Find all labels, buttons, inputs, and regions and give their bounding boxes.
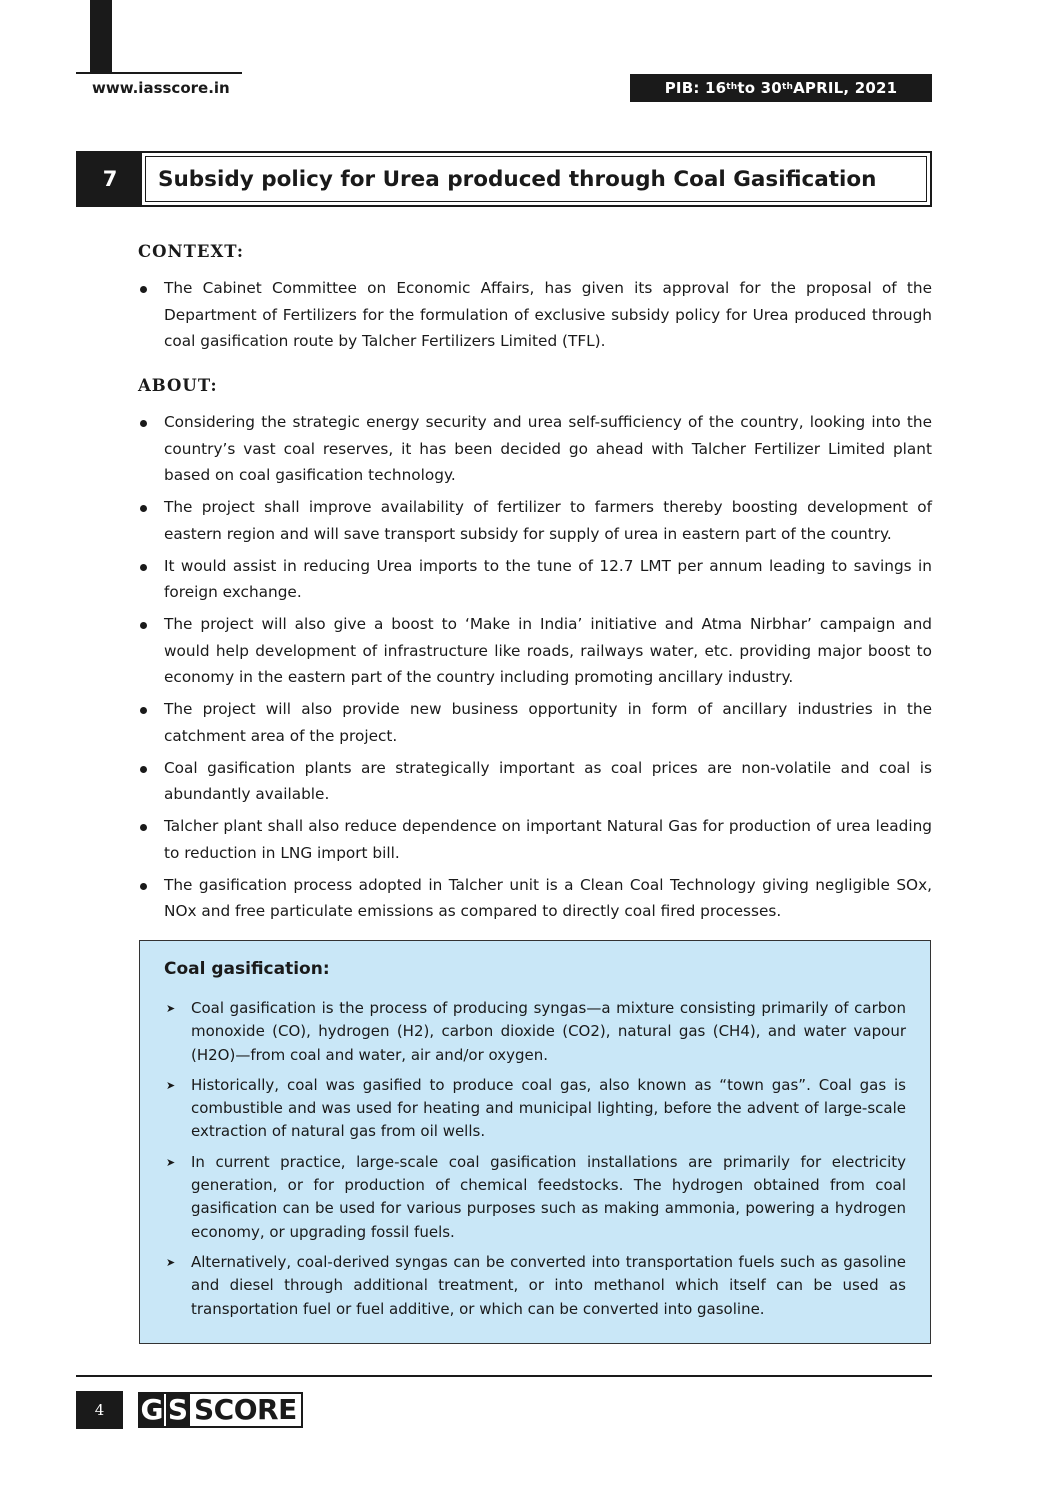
pib-suffix: APRIL, 2021 <box>793 79 898 97</box>
about-item: It would assist in reducing Urea imports to the tune of 12.7 LMT per annum leading to savings in foreign exchange. <box>138 553 932 606</box>
pib-sup-1: th <box>726 82 738 92</box>
logo-letter-g: G <box>140 1393 164 1426</box>
section-title: Subsidy policy for Urea produced through Coal Gasification <box>145 156 927 202</box>
logo-letter-s: S <box>167 1393 189 1426</box>
site-url[interactable]: www.iasscore.in <box>92 79 230 97</box>
about-item: The project will also give a boost to ‘Make in India’ initiative and Atma Nirbhar’ campaign and would help development of infrastructure like roads, railways water, etc. providing major boost to economy in the eastern part of the country including promoting ancillary industry. <box>138 611 932 691</box>
context-heading: CONTEXT: <box>138 242 245 261</box>
about-list <box>138 409 932 930</box>
pib-sup-2: th <box>781 82 794 92</box>
context-item: The Cabinet Committee on Economic Affairs, has given its approval for the proposal of the Department of Fertilizers for the formulation of exclusive subsidy policy for Urea produced through coal gasification route by Talcher Fertilizers Limited (TFL). <box>138 275 932 355</box>
about-item: Considering the strategic energy security and urea self-sufficiency of the country, looking into the country’s vast coal reserves, it has been decided go ahead with Talcher Fertilizer Limited plant based on coal gasification technology. <box>138 409 932 489</box>
about-item: The gasification process adopted in Talcher unit is a Clean Coal Technology giving negligible SOx, NOx and free particulate emissions as compared to directly coal fired processes. <box>138 872 932 925</box>
about-item: The project will also provide new business opportunity in form of ancillary industries in the catchment area of the project. <box>138 696 932 749</box>
info-item: ➤ Coal gasification is the process of producing syngas—a mixture consisting primarily of carbon monoxide (CO), hydrogen (H2), carbon dioxide (CO2), natural gas (CH4), and water vapour (H2O)—from coal and water, air and/or oxygen. <box>164 997 906 1067</box>
info-item: ➤ Alternatively, coal-derived syngas can be converted into transportation fuels such as gasoline and diesel through additional treatment, or into methanol which itself can be used as transportation fuel or fuel additive, or which can be converted into gasoline. <box>164 1251 906 1321</box>
about-item: Coal gasification plants are strategically important as coal prices are non-volatile and coal is abundantly available. <box>138 755 932 808</box>
context-list <box>138 275 932 360</box>
footer-rule <box>76 1375 932 1377</box>
header-rule <box>76 72 242 74</box>
section-header <box>76 151 932 207</box>
gsscore-logo <box>138 1392 303 1428</box>
info-item: ➤ Historically, coal was gasified to produce coal gas, also known as “town gas”. Coal gas is combustible and was used for heating and municipal lighting, before the advent of large-scale extraction of natural gas from oil wells. <box>164 1074 906 1144</box>
info-box-title: Coal gasification: <box>164 959 330 979</box>
pib-date-tag <box>630 74 932 102</box>
info-item: ➤ In current practice, large-scale coal gasification installations are primarily for electricity generation, or for production of chemical feedstocks. The hydrogen obtained from coal gasification can be used for various purposes such as making ammonia, powering a hydrogen economy, or upgrading fossil fuels. <box>164 1151 906 1244</box>
pib-mid: to 30 <box>737 79 782 97</box>
about-item: Talcher plant shall also reduce dependence on important Natural Gas for production of urea leading to reduction in LNG import bill. <box>138 813 932 866</box>
pib-prefix: PIB: 16 <box>664 79 727 97</box>
info-box-list <box>164 997 906 1321</box>
logo-word-score: SCORE <box>194 1393 297 1426</box>
about-heading: ABOUT: <box>138 376 218 395</box>
section-number: 7 <box>78 153 142 205</box>
coal-gasification-box <box>139 940 931 1344</box>
header-decor-bar <box>90 0 112 72</box>
page-number: 4 <box>76 1391 123 1429</box>
about-item: The project shall improve availability of fertilizer to farmers thereby boosting development of eastern region and will save transport subsidy for supply of urea in eastern part of the country. <box>138 494 932 547</box>
